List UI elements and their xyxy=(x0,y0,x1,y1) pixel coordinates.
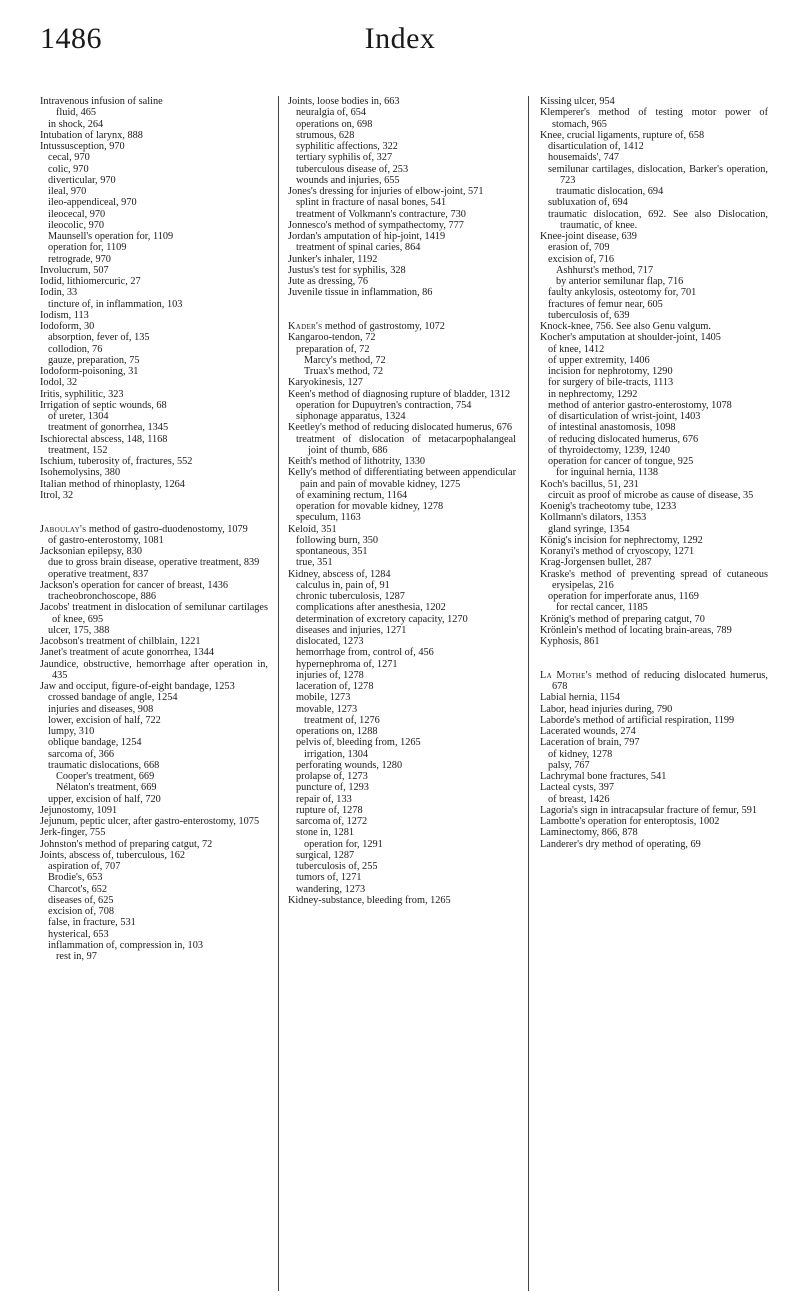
index-entry: Johnston's method of preparing catgut, 72 xyxy=(40,838,213,850)
index-entry: Iodoform, 30 xyxy=(40,321,95,332)
index-entry: Jejunum, peptic ulcer, after gastro-enterostomy, 1075 xyxy=(40,816,260,827)
page-number: 1486 xyxy=(40,22,102,55)
index-entry: Itrol, 32 xyxy=(40,489,74,501)
index-entry: Krönlein's method of locating brain-areas, 789 xyxy=(540,624,732,636)
index-subentry: syphilitic affections, 322 xyxy=(296,141,398,152)
index-subentry: of kidney, 1278 xyxy=(548,748,613,760)
index-subentry: tincture of, in inflammation, 103 xyxy=(48,298,183,310)
index-entry: Jacksonian epilepsy, 830 xyxy=(40,546,142,557)
index-subentry: Brodie's, 653 xyxy=(48,872,103,884)
index-subentry: lower, excision of half, 722 xyxy=(48,714,161,726)
index-subentry: for rectal cancer, 1185 xyxy=(556,602,648,614)
index-subentry: tuberculosis of, 639 xyxy=(548,309,630,321)
index-subentry: strumous, 628 xyxy=(296,129,355,141)
index-subentry: Cooper's treatment, 669 xyxy=(56,771,155,782)
index-entry: Jaboulay's method of gastro-duodenostomy, 1079 xyxy=(40,523,248,535)
index-subentry: traumatic dislocation, 694 xyxy=(556,186,664,197)
index-subentry: treatment of Volkmann's contracture, 730 xyxy=(296,208,466,220)
index-subentry: ulcer, 175, 388 xyxy=(48,624,110,636)
index-subentry: of upper extremity, 1406 xyxy=(548,354,650,366)
index-entry: Koranyi's method of cryoscopy, 1271 xyxy=(540,546,695,557)
index-entry: Keen's method of diagnosing rupture of bladder, 1312 xyxy=(288,388,511,400)
index-subentry: true, 351 xyxy=(296,557,333,569)
index-subentry: determination of excretory capacity, 1270 xyxy=(296,613,468,625)
index-subentry: Truax's method, 72 xyxy=(304,366,383,377)
index-subentry: Ashhurst's method, 717 xyxy=(556,264,654,276)
index-subentry: operation for imperforate anus, 1169 xyxy=(548,591,699,602)
index-subentry: injuries and diseases, 908 xyxy=(48,703,154,715)
index-subentry: spontaneous, 351 xyxy=(296,546,368,557)
index-entry: Kollmann's dilators, 1353 xyxy=(540,512,647,524)
index-subentry: operations on, 698 xyxy=(296,118,373,130)
index-subentry: housemaids', 747 xyxy=(548,152,620,164)
index-subentry: surgical, 1287 xyxy=(296,849,355,861)
index-entry: Ischium, tuberosity of, fractures, 552 xyxy=(40,456,193,467)
index-subentry: of ureter, 1304 xyxy=(48,411,109,422)
letter-section-gap xyxy=(540,647,768,658)
index-entry: Kelly's method of differentiating between appendicular pain and pain of movable kidney, 1275 xyxy=(288,467,516,490)
index-subentry: treatment of gonorrhea, 1345 xyxy=(48,422,169,434)
index-subentry: operation for, 1109 xyxy=(48,242,127,254)
index-entry: Iodol, 32 xyxy=(40,377,78,389)
index-subentry: sarcoma of, 1272 xyxy=(296,816,368,827)
index-subentry: repair of, 133 xyxy=(296,793,352,805)
index-subentry: laceration of, 1278 xyxy=(296,681,374,692)
index-subentry: aspiration of, 707 xyxy=(48,861,121,872)
index-entry: Laceration of brain, 797 xyxy=(540,737,640,749)
index-subentry: mobile, 1273 xyxy=(296,692,351,704)
index-entry: Justus's test for syphilis, 328 xyxy=(288,264,406,276)
index-subentry: complications after anesthesia, 1202 xyxy=(296,602,446,614)
index-entry: Iodid, lithiomercuric, 27 xyxy=(40,276,141,287)
index-subentry: false, in fracture, 531 xyxy=(48,917,136,929)
index-subentry: rupture of, 1278 xyxy=(296,804,363,816)
index-subentry: preparation of, 72 xyxy=(296,343,370,355)
page-title: Index xyxy=(364,22,436,55)
index-subentry: inflammation of, compression in, 103 xyxy=(48,939,204,951)
index-subentry: operations on, 1288 xyxy=(296,726,378,737)
index-subentry: colic, 970 xyxy=(48,163,89,175)
index-subentry: Marcy's method, 72 xyxy=(304,354,386,366)
index-entry: Knock-knee, 756. See also Genu valgum. xyxy=(540,321,711,332)
index-entry: Koenig's tracheotomy tube, 1233 xyxy=(540,501,677,512)
index-subentry: operation for Dupuytren's contraction, 754 xyxy=(296,399,472,411)
letter-section-gap xyxy=(540,659,768,670)
letter-section-gap xyxy=(40,512,268,523)
index-entry: Krönig's method of preparing catgut, 70 xyxy=(540,613,705,625)
index-entry: Intubation of larynx, 888 xyxy=(40,129,143,141)
index-subentry: disarticulation of, 1412 xyxy=(548,141,644,152)
index-subentry: excision of, 716 xyxy=(548,253,615,265)
index-subentry: hemorrhage from, control of, 456 xyxy=(296,647,434,659)
index-entry: Kidney, abscess of, 1284 xyxy=(288,568,391,580)
letter-section-gap xyxy=(288,299,516,310)
letter-section-gap xyxy=(288,310,516,321)
index-subentry: wounds and injuries, 655 xyxy=(296,174,400,186)
index-subentry: ileocecal, 970 xyxy=(48,208,106,220)
index-subentry: irrigation, 1304 xyxy=(304,748,369,760)
index-entry: König's incision for nephrectomy, 1292 xyxy=(540,534,703,546)
column-divider xyxy=(278,96,279,1291)
index-subentry: in nephrectomy, 1292 xyxy=(548,388,638,400)
index-entry: Jordan's amputation of hip-joint, 1419 xyxy=(288,231,446,242)
index-subentry: hypernephroma of, 1271 xyxy=(296,658,398,670)
index-entry: Junker's inhaler, 1192 xyxy=(288,253,378,265)
index-subentry: perforating wounds, 1280 xyxy=(296,759,403,771)
index-subentry: of gastro-enterostomy, 1081 xyxy=(48,534,164,546)
index-subentry: fractures of femur near, 605 xyxy=(548,298,663,310)
index-subentry: method of anterior gastro-enterostomy, 1078 xyxy=(548,399,732,411)
index-subentry: circuit as proof of microbe as cause of disease, 35 xyxy=(548,489,754,501)
index-entry: Lacerated wounds, 274 xyxy=(540,726,636,737)
index-subentry: retrograde, 970 xyxy=(48,253,111,265)
index-subentry: lumpy, 310 xyxy=(48,726,95,737)
index-subentry: sarcoma of, 366 xyxy=(48,748,115,760)
index-subentry: tuberculous disease of, 253 xyxy=(296,163,409,175)
index-entry: Irrigation of septic wounds, 68 xyxy=(40,399,167,411)
index-subentry: splint in fracture of nasal bones, 541 xyxy=(296,197,447,209)
index-subentry: due to gross brain disease, operative treatment, 839 xyxy=(48,557,260,569)
index-subentry: of disarticulation of wrist-joint, 1403 xyxy=(548,411,701,422)
index-subentry: excision of, 708 xyxy=(48,906,115,917)
index-entry: Jejunostomy, 1091 xyxy=(40,804,118,816)
index-entry: Karyokinesis, 127 xyxy=(288,377,363,389)
index-subentry: of thyroidectomy, 1239, 1240 xyxy=(548,444,671,456)
index-entry: Kyphosis, 861 xyxy=(540,636,600,647)
index-entry: Knee-joint disease, 639 xyxy=(540,231,637,242)
index-subentry: of breast, 1426 xyxy=(548,793,610,805)
index-entry: Kraske's method of preventing spread of cutaneous erysipelas, 216 xyxy=(540,568,768,591)
index-subentry: operation for, 1291 xyxy=(304,838,383,850)
index-entry: Kader's method of gastrostomy, 1072 xyxy=(288,321,445,332)
index-entry: Iodoform-poisoning, 31 xyxy=(40,366,139,377)
index-subentry: tertiary syphilis of, 327 xyxy=(296,152,393,164)
index-subentry: movable, 1273 xyxy=(296,703,358,715)
index-subentry: traumatic dislocations, 668 xyxy=(48,759,160,771)
index-entry: Juvenile tissue in inflammation, 86 xyxy=(288,287,433,299)
index-entry: Kocher's amputation at shoulder-joint, 1405 xyxy=(540,332,721,344)
index-entry: Intussusception, 970 xyxy=(40,141,125,152)
index-subentry: subluxation of, 694 xyxy=(548,197,628,209)
index-subentry: siphonage apparatus, 1324 xyxy=(296,411,406,422)
index-entry: Knee, crucial ligaments, rupture of, 658 xyxy=(540,129,705,141)
index-subentry: faulty ankylosis, osteotomy for, 701 xyxy=(548,287,697,299)
index-entry: Kangaroo-tendon, 72 xyxy=(288,332,376,344)
index-entry: Koch's bacillus, 51, 231 xyxy=(540,478,639,490)
index-subentry: gauze, preparation, 75 xyxy=(48,354,140,366)
index-subentry: for inguinal hernia, 1138 xyxy=(556,467,658,479)
index-entry: Joints, loose bodies in, 663 xyxy=(288,96,400,107)
index-subentry: of knee, 1412 xyxy=(548,343,605,355)
index-entry: Kissing ulcer, 954 xyxy=(540,96,615,107)
index-subentry: Nélaton's treatment, 669 xyxy=(56,782,157,794)
letter-section-gap xyxy=(40,501,268,512)
index-subentry: injuries of, 1278 xyxy=(296,669,364,681)
index-subentry: calculus in, pain of, 91 xyxy=(296,579,390,591)
index-subentry: for surgery of bile-tracts, 1113 xyxy=(548,377,674,389)
index-columns xyxy=(40,96,768,1291)
index-subentry: operation for cancer of tongue, 925 xyxy=(548,456,694,467)
index-subentry: operation for movable kidney, 1278 xyxy=(296,501,444,512)
index-entry: Involucrum, 507 xyxy=(40,264,109,276)
index-subentry: ileal, 970 xyxy=(48,186,87,197)
index-entry: Intravenous infusion of saline xyxy=(40,96,163,107)
index-subentry: treatment, 152 xyxy=(48,444,108,456)
index-subentry: cecal, 970 xyxy=(48,152,90,164)
index-subentry: traumatic dislocation, 692. See also Dislocation, traumatic, of knee. xyxy=(548,208,768,231)
index-entry: Jaw and occiput, figure-of-eight bandage, 1253 xyxy=(40,681,235,692)
index-entry: Landerer's dry method of operating, 69 xyxy=(540,838,701,850)
index-subentry: crossed bandage of angle, 1254 xyxy=(48,692,178,704)
index-entry: Iodism, 113 xyxy=(40,309,89,321)
index-subentry: tuberculosis of, 255 xyxy=(296,861,378,872)
index-subentry: semilunar cartilages, dislocation, Barker's operation, 723 xyxy=(548,163,768,186)
index-subentry: of examining rectum, 1164 xyxy=(296,489,408,501)
index-subentry: gland syringe, 1354 xyxy=(548,523,630,535)
index-subentry: palsy, 767 xyxy=(548,759,590,771)
index-subentry: of intestinal anastomosis, 1098 xyxy=(548,422,676,434)
index-subentry: ileocolic, 970 xyxy=(48,219,105,231)
index-subentry: Maunsell's operation for, 1109 xyxy=(48,231,174,242)
column-divider xyxy=(528,96,529,1291)
index-subentry: diseases of, 625 xyxy=(48,894,114,906)
index-column-3 xyxy=(540,96,768,1291)
index-entry: Jackson's operation for cancer of breast, 1436 xyxy=(40,579,228,591)
index-entry: Krag-Jorgensen bullet, 287 xyxy=(540,557,652,569)
index-subentry: diverticular, 970 xyxy=(48,174,116,186)
index-entry: Labial hernia, 1154 xyxy=(540,692,620,704)
index-entry: Laborde's method of artificial respiration, 1199 xyxy=(540,714,735,726)
index-subentry: chronic tuberculosis, 1287 xyxy=(296,591,405,602)
index-subentry: treatment of spinal caries, 864 xyxy=(296,242,421,254)
index-entry: Jerk-finger, 755 xyxy=(40,827,106,839)
index-subentry: speculum, 1163 xyxy=(296,512,361,524)
index-entry: Joints, abscess of, tuberculous, 162 xyxy=(40,849,185,861)
index-entry: Jonnesco's method of sympathectomy, 777 xyxy=(288,219,464,231)
index-entry: Klemperer's method of testing motor power of stomach, 965 xyxy=(540,107,768,130)
index-subentry: fluid, 465 xyxy=(56,107,97,119)
index-entry: La Mothe's method of reducing dislocated humerus, 678 xyxy=(540,669,768,692)
index-entry: Jones's dressing for injuries of elbow-joint, 571 xyxy=(288,186,484,197)
index-entry: Lachrymal bone fractures, 541 xyxy=(540,771,667,782)
index-subentry: ileo-appendiceal, 970 xyxy=(48,197,137,209)
index-subentry: incision for nephrotomy, 1290 xyxy=(548,366,673,377)
index-subentry: hysterical, 653 xyxy=(48,928,109,940)
index-subentry: following burn, 350 xyxy=(296,534,379,546)
index-subentry: upper, excision of half, 720 xyxy=(48,793,161,805)
index-entry: Jacobson's treatment of chilblain, 1221 xyxy=(40,636,201,647)
index-subentry: puncture of, 1293 xyxy=(296,782,369,794)
index-entry: Laminectomy, 866, 878 xyxy=(540,827,638,839)
index-subentry: treatment of dislocation of metacarpophalangeal joint of thumb, 686 xyxy=(296,433,516,456)
index-entry: Jute as dressing, 76 xyxy=(288,276,369,287)
index-subentry: dislocated, 1273 xyxy=(296,636,364,647)
index-entry: Isohemolysins, 380 xyxy=(40,467,121,479)
index-entry: Italian method of rhinoplasty, 1264 xyxy=(40,478,185,490)
index-entry: Iritis, syphilitic, 323 xyxy=(40,388,124,400)
index-column-2 xyxy=(288,96,516,1291)
index-subentry: of reducing dislocated humerus, 676 xyxy=(548,433,699,445)
index-entry: Labor, head injuries during, 790 xyxy=(540,703,673,715)
index-entry: Keetley's method of reducing dislocated humerus, 676 xyxy=(288,422,513,434)
index-subentry: tracheobronchoscope, 886 xyxy=(48,591,157,602)
page-header xyxy=(40,22,760,72)
index-subentry: rest in, 97 xyxy=(56,951,97,962)
index-entry: Lagoria's sign in intracapsular fracture of femur, 591 xyxy=(540,804,758,816)
index-subentry: wandering, 1273 xyxy=(296,883,366,895)
index-entry: Iodin, 33 xyxy=(40,287,78,299)
index-subentry: absorption, fever of, 135 xyxy=(48,332,150,344)
index-subentry: Charcot's, 652 xyxy=(48,883,108,895)
index-subentry: pelvis of, bleeding from, 1265 xyxy=(296,737,421,749)
index-entry: Lacteal cysts, 397 xyxy=(540,782,615,794)
index-entry: Ischiorectal abscess, 148, 1168 xyxy=(40,433,168,445)
index-subentry: stone in, 1281 xyxy=(296,827,355,839)
index-subentry: in shock, 264 xyxy=(48,118,104,130)
index-entry: Keloid, 351 xyxy=(288,523,337,535)
index-subentry: operative treatment, 837 xyxy=(48,568,149,580)
index-entry: Lambotte's operation for enteroptosis, 1002 xyxy=(540,816,720,827)
index-subentry: diseases and injuries, 1271 xyxy=(296,624,407,636)
index-subentry: treatment of, 1276 xyxy=(304,714,380,726)
index-subentry: prolapse of, 1273 xyxy=(296,771,368,782)
index-entry: Janet's treatment of acute gonorrhea, 1344 xyxy=(40,647,214,659)
index-subentry: tumors of, 1271 xyxy=(296,872,362,884)
index-entry: Kidney-substance, bleeding from, 1265 xyxy=(288,894,451,906)
index-column-1 xyxy=(40,96,268,1291)
index-subentry: by anterior semilunar flap, 716 xyxy=(556,276,684,287)
index-entry: Keith's method of lithotrity, 1330 xyxy=(288,456,426,467)
index-subentry: neuralgia of, 654 xyxy=(296,107,367,119)
index-entry: Jaundice, obstructive, hemorrhage after operation in, 435 xyxy=(40,658,268,681)
index-entry: Jacobs' treatment in dislocation of semilunar cartilages of knee, 695 xyxy=(40,602,268,625)
index-subentry: oblique bandage, 1254 xyxy=(48,737,142,749)
index-subentry: erasion of, 709 xyxy=(548,242,610,254)
index-subentry: collodion, 76 xyxy=(48,343,103,355)
